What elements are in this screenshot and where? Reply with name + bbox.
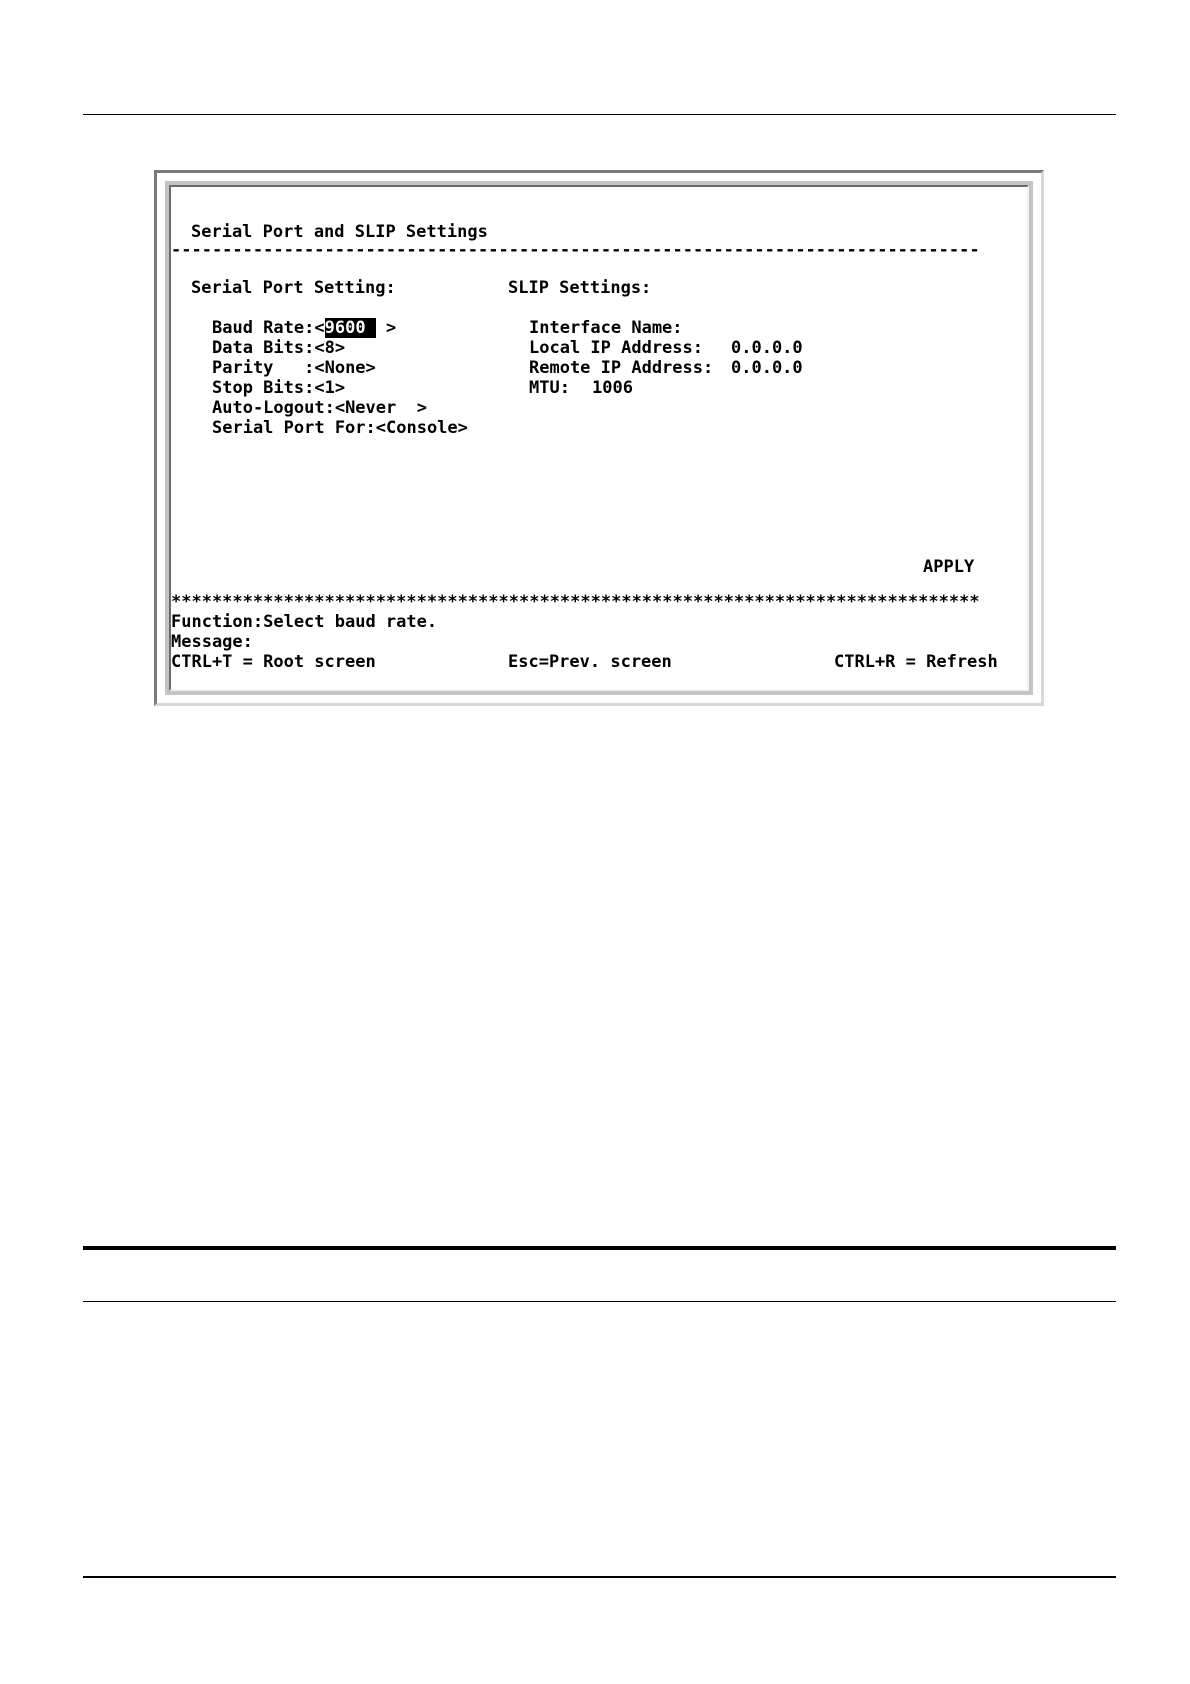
data-bits-selector[interactable]: <8>	[314, 338, 346, 358]
mtu-field[interactable]: 1006	[592, 378, 633, 398]
local-ip-row	[529, 338, 803, 358]
data-bits-label: Data Bits:	[212, 338, 315, 358]
screen-title: Serial Port and SLIP Settings	[191, 222, 488, 242]
auto-logout-selector[interactable]: <Never >	[334, 398, 427, 418]
baud-rate-label: Baud Rate:	[212, 318, 315, 338]
baud-rate-row	[212, 318, 396, 338]
auto-logout-row	[212, 398, 427, 418]
prev-screen-shortcut: Esc=Prev. screen	[508, 652, 672, 672]
serial-port-heading: Serial Port Setting:	[191, 278, 396, 298]
serial-port-for-row	[212, 418, 468, 438]
serial-port-for-selector[interactable]: <Console>	[375, 418, 468, 438]
message-line: Message:	[171, 632, 253, 652]
refresh-shortcut: CTRL+R = Refresh	[834, 652, 998, 672]
mtu-row	[529, 378, 633, 398]
stop-bits-label: Stop Bits:	[212, 378, 315, 398]
section-rule-thick	[83, 1246, 1116, 1250]
stop-bits-row	[212, 378, 345, 398]
page-header-rule	[83, 114, 1116, 115]
data-bits-row	[212, 338, 345, 358]
remote-ip-field[interactable]: 0.0.0.0	[731, 358, 803, 378]
auto-logout-label: Auto-Logout:	[212, 398, 335, 418]
slip-heading: SLIP Settings:	[508, 278, 652, 298]
function-help-text: Function:Select baud rate.	[171, 612, 438, 632]
console-screen	[169, 185, 1029, 691]
page-footer-rule	[83, 1576, 1116, 1578]
baud-rate-selector[interactable]: 9600	[324, 318, 376, 338]
apply-button[interactable]: APPLY	[923, 557, 975, 577]
interface-name-label: Interface Name:	[529, 318, 683, 338]
local-ip-label: Local IP Address:	[529, 338, 703, 358]
baud-rate-close: >	[375, 318, 397, 338]
parity-label: Parity :	[212, 358, 315, 378]
parity-selector[interactable]: <None>	[314, 358, 376, 378]
title-divider: -------------------------------------------------------------------------------	[171, 240, 980, 260]
root-screen-shortcut: CTRL+T = Root screen	[171, 652, 376, 672]
local-ip-field[interactable]: 0.0.0.0	[731, 338, 803, 358]
console-window	[154, 170, 1044, 706]
stop-bits-selector[interactable]: <1>	[314, 378, 346, 398]
remote-ip-row	[529, 358, 803, 378]
serial-port-for-label: Serial Port For:	[212, 418, 376, 438]
remote-ip-label: Remote IP Address:	[529, 358, 714, 378]
mtu-label: MTU:	[529, 378, 570, 398]
interface-name-row	[529, 318, 683, 338]
footer-divider: *******************************************************************************	[171, 592, 980, 612]
baud-rate-open: <	[314, 318, 325, 338]
section-rule-thin	[83, 1301, 1116, 1302]
parity-row	[212, 358, 376, 378]
console-border	[165, 181, 1033, 695]
